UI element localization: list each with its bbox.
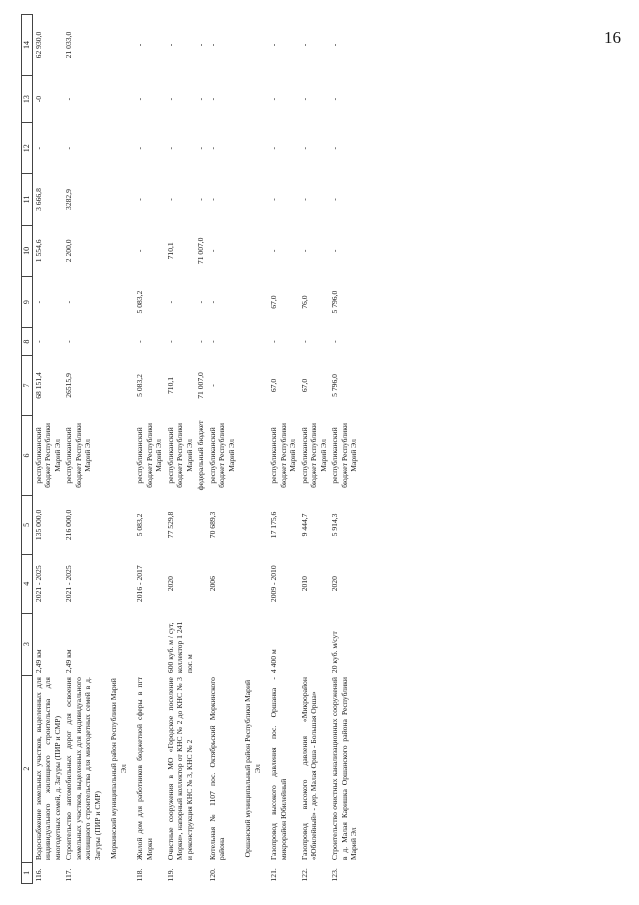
column-header-1: 1 (22, 862, 33, 883)
value-c10: 1 554,6 (34, 239, 43, 263)
period: 2010 (299, 576, 309, 592)
empty-cell (237, 356, 268, 416)
object-name: Очистные сооружения в МО «Городское поселение Морки», напорный коллектор от КНС № 2 до КНС № 3 и реконструкция КНС № 3, КНС № 2 (165, 677, 194, 861)
funding-source: республиканский бюджет Республики Марий Эл (135, 423, 164, 488)
value-c13: - (165, 97, 175, 101)
value-c10: - (330, 249, 340, 253)
value-c13: - (269, 97, 279, 101)
object-name: Водоснабжение земельных участков, выделенных для индивидуального жилищного строительства для многодетных семей, д. Загуры (ПИР и СМР) (34, 677, 62, 861)
empty-cell (103, 276, 134, 327)
table-row (207, 15, 237, 884)
object-name: Газопровод высокого давления пос. Оршанка - микрорайон Юбилейный (269, 677, 288, 861)
value-c10: - (269, 249, 279, 253)
value-c10: - (135, 249, 145, 253)
estimated-cost: 77 529,8 (165, 511, 175, 539)
value-c9: - (64, 300, 74, 304)
estimated-cost: 5 914,3 (330, 513, 340, 537)
empty-cell (237, 123, 268, 174)
empty-cell (103, 613, 134, 675)
empty-cell (237, 276, 268, 327)
value-c9: - (196, 300, 206, 304)
value-c7: 67,0 (299, 378, 309, 393)
section-title: Моркинский муниципальный район Республики Марий Эл (109, 678, 128, 860)
column-header-3: 3 (22, 613, 33, 675)
empty-cell (103, 328, 134, 356)
object-name: Жилой дом для работников бюджетной сферы в пгт Морки (135, 677, 154, 861)
section-cell (237, 862, 268, 883)
value-c8: - (165, 340, 175, 343)
page-number: 16 (604, 28, 621, 47)
empty-cell (237, 76, 268, 123)
column-header-14: 14 (22, 15, 33, 76)
funding-source: республиканский бюджет Республики Марий Эл (34, 423, 62, 488)
value-c12: - (64, 146, 74, 150)
value-c10: - (207, 249, 217, 253)
object-name: Котельная № 1107 пос. Октябрьский Моркинского района (207, 677, 227, 861)
value-c13: - (64, 97, 74, 101)
table-row (33, 15, 64, 884)
value-c8: - (64, 340, 74, 343)
estimated-cost: 17 175,6 (269, 511, 279, 539)
value-c10: 2 200,0 (64, 239, 74, 263)
value-c11: - (135, 198, 145, 201)
object-name: Строительство автомобильных дорог для освоения земельных участков, выделенных для индивидуального жилищного строительства для многодетных семей в д. Загуры (ПИР и СМР) (64, 677, 102, 861)
value-c13: - (196, 97, 206, 101)
value-c12: - (330, 146, 340, 150)
value-c10: - (299, 249, 309, 253)
period: 2006 (207, 576, 217, 592)
period: 2021 - 2025 (34, 565, 43, 603)
rotated-table-container (21, 14, 621, 884)
value-c8: - (299, 340, 309, 343)
empty-cell (103, 554, 134, 613)
empty-cell (237, 613, 268, 675)
funding-source: республиканский бюджет Республики Марий Эл (269, 423, 298, 488)
section-row (103, 15, 134, 884)
value-c11: 3282,9 (64, 189, 74, 210)
column-header-2: 2 (22, 675, 33, 862)
value-c14: - (135, 43, 145, 47)
value-c9: - (207, 300, 217, 304)
period: 2020 (165, 576, 175, 592)
capacity (134, 613, 164, 675)
value-c13: - (207, 97, 217, 101)
value-c12: - (196, 146, 206, 150)
funding-source: республиканский бюджет Республики Марий Эл (330, 423, 359, 488)
value-c11: - (299, 198, 309, 201)
row-number: 120. (207, 868, 217, 882)
period: 2020 (330, 576, 340, 592)
row-number: 119. (165, 868, 175, 882)
value-c12: - (269, 146, 279, 150)
column-header-7: 7 (22, 356, 33, 416)
row-number: 117. (64, 868, 74, 882)
empty-cell (103, 174, 134, 225)
empty-cell (237, 225, 268, 276)
value-c8: - (196, 340, 206, 343)
column-number-header (22, 15, 33, 884)
value-c11: 3 666,8 (34, 188, 43, 211)
section-cell (103, 862, 134, 883)
column-header-13: 13 (22, 76, 33, 123)
table-row (268, 15, 298, 884)
empty-cell (103, 123, 134, 174)
value-c8: - (207, 340, 217, 343)
value-c14: - (330, 43, 340, 47)
funding-source: республиканский бюджет Республики Марий Эл (207, 423, 236, 488)
value-c13: - (330, 97, 340, 101)
value-c14: - (269, 43, 279, 47)
value-c9: - (165, 300, 175, 304)
value-c11: - (269, 198, 279, 201)
funding-source: республиканский бюджет Республики Марий Эл (165, 423, 194, 488)
value-c9: 76,0 (299, 295, 309, 309)
capacity (299, 613, 329, 675)
empty-cell (237, 554, 268, 613)
value-c11: - (330, 198, 340, 201)
value-c7: - (207, 384, 217, 387)
empty-cell (237, 15, 268, 76)
value-c9: 5 796,0 (330, 290, 340, 314)
value-c14: 21 033,0 (64, 31, 74, 59)
value-c13: - (299, 97, 309, 101)
value-c8: - (269, 340, 279, 343)
value-c13: -0 (34, 95, 43, 103)
capacity: 4 400 м (269, 649, 279, 674)
capacity: 2,49 км (34, 649, 43, 674)
period: 2016 - 2017 (135, 565, 145, 603)
section-title: Оршанский муниципальный район Республики Марий Эл (243, 679, 262, 858)
column-header-5: 5 (22, 496, 33, 555)
value-c12: - (34, 146, 43, 150)
capacity: 20 куб. м/сут (330, 631, 340, 674)
value-c11: - (196, 198, 206, 201)
empty-cell (237, 174, 268, 225)
funding-source: республиканский бюджет Республики Марий Эл (299, 423, 328, 488)
column-header-10: 10 (22, 225, 33, 276)
table-row (329, 15, 359, 884)
value-c9: 67,0 (269, 295, 279, 309)
value-c8: - (34, 340, 43, 343)
funding-source: республиканский бюджет Республики Марий Эл (64, 423, 93, 488)
section-row (237, 15, 268, 884)
estimated-cost: 70 689,3 (207, 511, 217, 539)
value-c10: 71 007,0 (196, 237, 206, 265)
value-c14: - (207, 43, 217, 47)
value-c7: 68 151,4 (34, 372, 43, 399)
empty-cell (103, 225, 134, 276)
column-header-6: 6 (22, 415, 33, 495)
funding-source: федеральный бюджет (196, 420, 206, 491)
capacity: 2,49 км (64, 649, 74, 674)
empty-cell (103, 15, 134, 76)
value-c12: - (299, 146, 309, 150)
value-c7: 5 796,0 (330, 374, 340, 397)
table-row (165, 15, 195, 884)
table-row (134, 15, 164, 884)
value-c11: - (165, 198, 175, 201)
column-header-4: 4 (22, 554, 33, 613)
value-c8: - (330, 340, 340, 343)
column-header-11: 11 (22, 174, 33, 225)
period: 2021 - 2025 (64, 565, 74, 603)
period: 2009 - 2010 (269, 565, 279, 603)
value-c10: 710,1 (165, 242, 175, 260)
value-c9: 5 083,2 (135, 290, 145, 314)
row-number: 123. (330, 868, 340, 882)
value-c14: 62 930,0 (34, 31, 43, 59)
object-name: Строительство очистных канализационных сооружений в д. Малая Каришка Оршанского района Республики Марий Эл (330, 677, 359, 861)
empty-cell (103, 76, 134, 123)
empty-cell (237, 328, 268, 356)
capacity: 600 куб. м / сут, коллектор 1 241 пог. м (165, 621, 194, 674)
value-c12: - (135, 146, 145, 150)
value-c9: - (34, 300, 43, 304)
estimated-cost: 216 000,0 (64, 509, 74, 541)
column-header-9: 9 (22, 276, 33, 327)
value-c14: - (165, 43, 175, 47)
value-c12: - (207, 146, 217, 150)
empty-cell (103, 415, 134, 495)
value-c7: 5 083,2 (135, 374, 145, 397)
investment-table (21, 14, 360, 884)
value-c14: - (196, 43, 206, 47)
capacity (207, 613, 237, 675)
value-c7: 26515,9 (64, 373, 74, 398)
value-c11: - (207, 198, 217, 201)
row-number: 121. (269, 868, 279, 882)
empty-cell (237, 496, 268, 555)
value-c12: - (165, 146, 175, 150)
value-c7: 67,0 (269, 378, 279, 393)
empty-cell (103, 496, 134, 555)
estimated-cost: 135 000,0 (34, 509, 43, 541)
value-c7: 71 007,0 (196, 372, 206, 399)
estimated-cost: 5 083,2 (135, 513, 145, 537)
empty-cell (103, 356, 134, 416)
estimated-cost: 9 444,7 (299, 513, 309, 537)
object-name: Газопровод высокого давления «Микрорайон «Юбилейный» - дер. Малая Орша - Большая Орша» (299, 677, 319, 861)
value-c13: - (135, 97, 145, 101)
column-header-12: 12 (22, 123, 33, 174)
row-number: 118. (135, 868, 145, 882)
table-row (299, 15, 329, 884)
value-c14: - (299, 43, 309, 47)
value-c8: - (135, 340, 145, 343)
value-c7: 710,1 (165, 376, 175, 394)
empty-cell (237, 415, 268, 495)
row-number: 116. (34, 868, 43, 882)
column-header-8: 8 (22, 328, 33, 356)
table-row (63, 15, 103, 884)
row-number: 122. (299, 868, 309, 882)
